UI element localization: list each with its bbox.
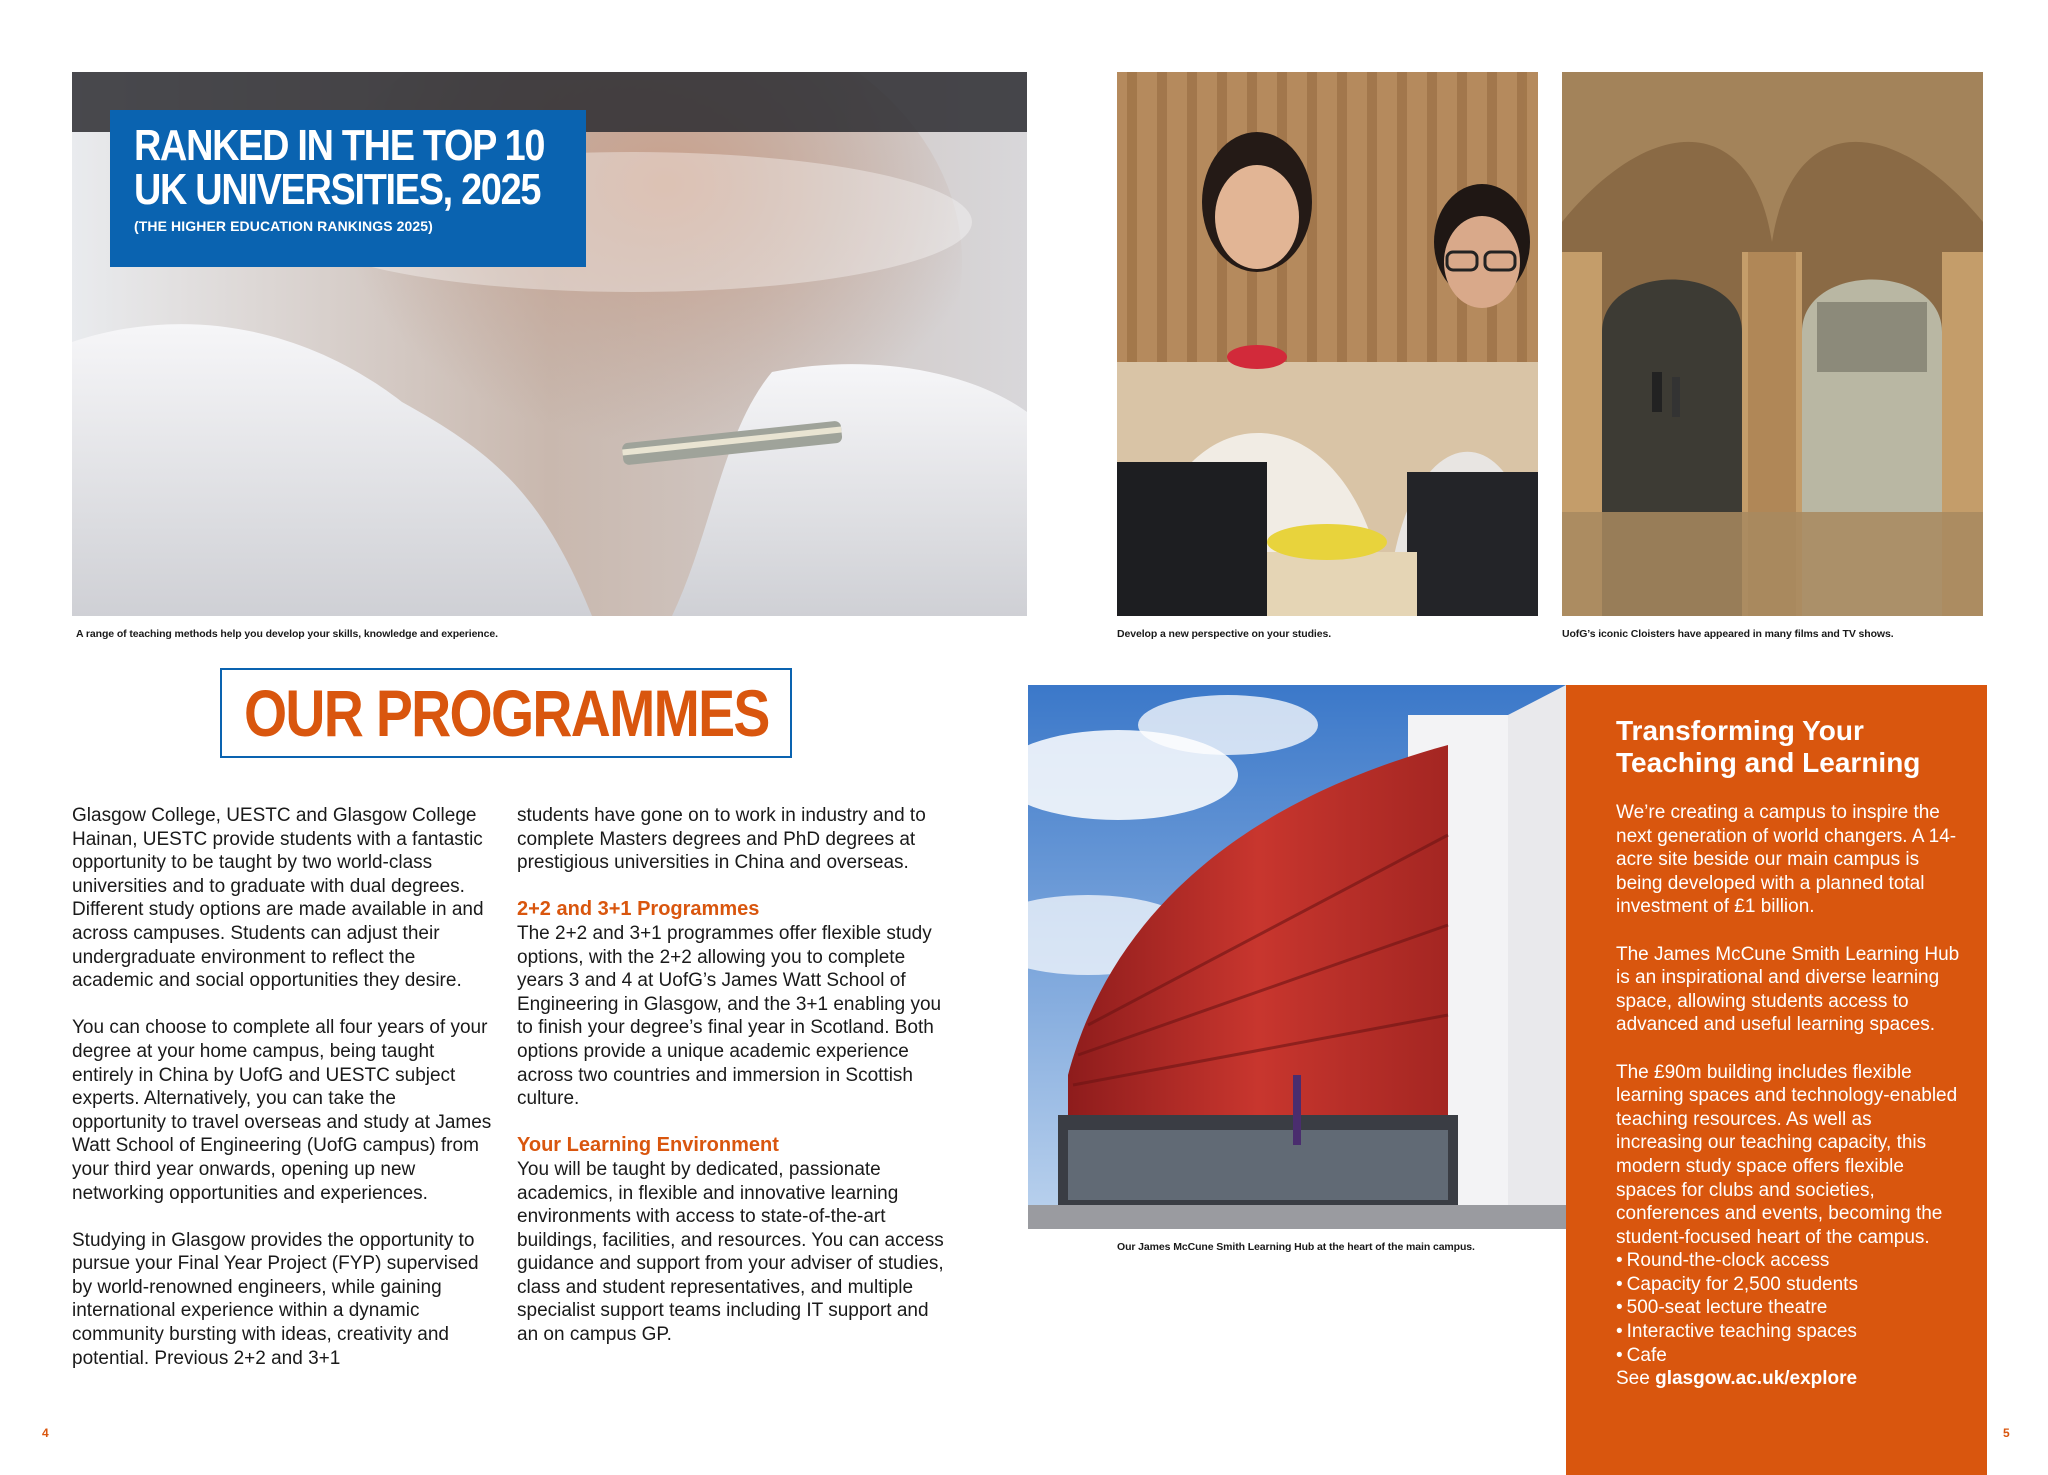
left-text-column <box>72 804 492 1394</box>
cloisters-photo-illustration <box>1562 72 1983 616</box>
page-number-right: 5 <box>2003 1426 2010 1440</box>
cloisters-photo <box>1562 72 1983 616</box>
programmes-heading: OUR PROGRAMMES <box>243 676 769 750</box>
learning-hub-illustration <box>1028 685 1566 1229</box>
facility-list <box>1616 1249 1961 1367</box>
learning-hub-caption: Our James McCune Smith Learning Hub at the heart of the main campus. <box>1117 1241 1475 1253</box>
facility-item: • Capacity for 2,500 students <box>1616 1273 1961 1297</box>
mid-paragraph-2: The 2+2 and 3+1 programmes offer flexible study options, with the 2+2 allowing you to complete years 3 and 4 at UofG’s James Watt School of Engineering in Glasgow, and the 3+1 enabling you to finish your degree’s final year in Scotland. Both options provide a unique academic experience across two countries and immersion in Scottish culture. <box>517 922 942 1110</box>
lab-caption: A range of teaching methods help you develop your skills, knowledge and experience. <box>76 628 498 640</box>
teaching-learning-panel <box>1566 685 1987 1475</box>
ranked-line-2: UK UNIVERSITIES, 2025 <box>134 165 541 214</box>
cloisters-caption: UofG’s iconic Cloisters have appeared in many films and TV shows. <box>1562 628 1894 640</box>
ranked-line-1: RANKED IN THE TOP 10 <box>134 121 545 170</box>
panel-title: Transforming Your Teaching and Learning <box>1616 715 1921 778</box>
learning-hub-photo <box>1028 685 1566 1229</box>
ranked-source: (THE HIGHER EDUCATION RANKINGS 2025) <box>134 218 433 234</box>
programmes-heading-box <box>220 668 792 758</box>
facility-item: • Cafe <box>1616 1344 1961 1368</box>
middle-text-column <box>517 804 947 1370</box>
panel-paragraph-1: We’re creating a campus to inspire the next generation of world changers. A 14-acre site beside our main campus is being developed with a planned total investment of £1 billion. <box>1616 802 1957 918</box>
left-paragraph-2: You can choose to complete all four years of your degree at your home campus, being taught entirely in China by UofG and UESTC subject experts. Alternatively, you can take the opportunity to travel overseas and study at James Watt School of Engineering (UofG campus) from your third year onwards, opening up new networking opportunities and experiences. <box>72 1017 492 1204</box>
students-caption: Develop a new perspective on your studies. <box>1117 628 1332 640</box>
mid-paragraph-1: students have gone on to work in industry and to complete Masters degrees and PhD degrees at prestigious universities in China and overseas. <box>517 805 926 874</box>
see-more <box>1616 1367 1961 1391</box>
see-prefix: See <box>1616 1368 1656 1390</box>
panel-paragraph-2: The James McCune Smith Learning Hub is an inspirational and diverse learning space, allowing students access to advanced and useful learning spaces. <box>1616 943 1960 1036</box>
environment-subheading: Your Learning Environment <box>517 1134 779 1157</box>
explore-link[interactable]: glasgow.ac.uk/explore <box>1655 1368 1858 1390</box>
students-photo-illustration <box>1117 72 1538 616</box>
facility-item: • Interactive teaching spaces <box>1616 1320 1961 1344</box>
left-paragraph-3: Studying in Glasgow provides the opportunity to pursue your Final Year Project (FYP) supervised by world-renowned engineers, while gaining international experience within a dynamic community bursting with ideas, creativity and potential. Previous 2+2 and 3+1 <box>72 1229 479 1369</box>
facility-item: • 500-seat lecture theatre <box>1616 1296 1961 1320</box>
students-photo <box>1117 72 1538 616</box>
panel-paragraph-3: The £90m building includes flexible learning spaces and technology-enabled teaching resources. As well as increasing our teaching capacity, this modern study space offers flexible spaces for clubs and societies, conferences and events, becoming the student-focused heart of the campus. <box>1616 1061 1958 1248</box>
facility-item: • Round-the-clock access <box>1616 1249 1961 1273</box>
page-number-left: 4 <box>42 1426 49 1440</box>
programmes-subheading: 2+2 and 3+1 Programmes <box>517 898 760 921</box>
ranked-badge <box>110 110 586 267</box>
mid-paragraph-3: You will be taught by dedicated, passionate academics, in flexible and innovative learning environments with access to state-of-the-art buildings, facilities, and resources. You can access guidance and support from your adviser of studies, class and student representatives, and multiple specialist support teams including IT support and an on campus GP. <box>517 1158 944 1346</box>
left-paragraph-1: Glasgow College, UESTC and Glasgow College Hainan, UESTC provide students with a fantastic opportunity to be taught by two world-class universities and to graduate with dual degrees. Different study options are made available in and across campuses. Students can adjust their undergraduate environment to reflect the academic and social opportunities they desire. <box>72 805 484 992</box>
